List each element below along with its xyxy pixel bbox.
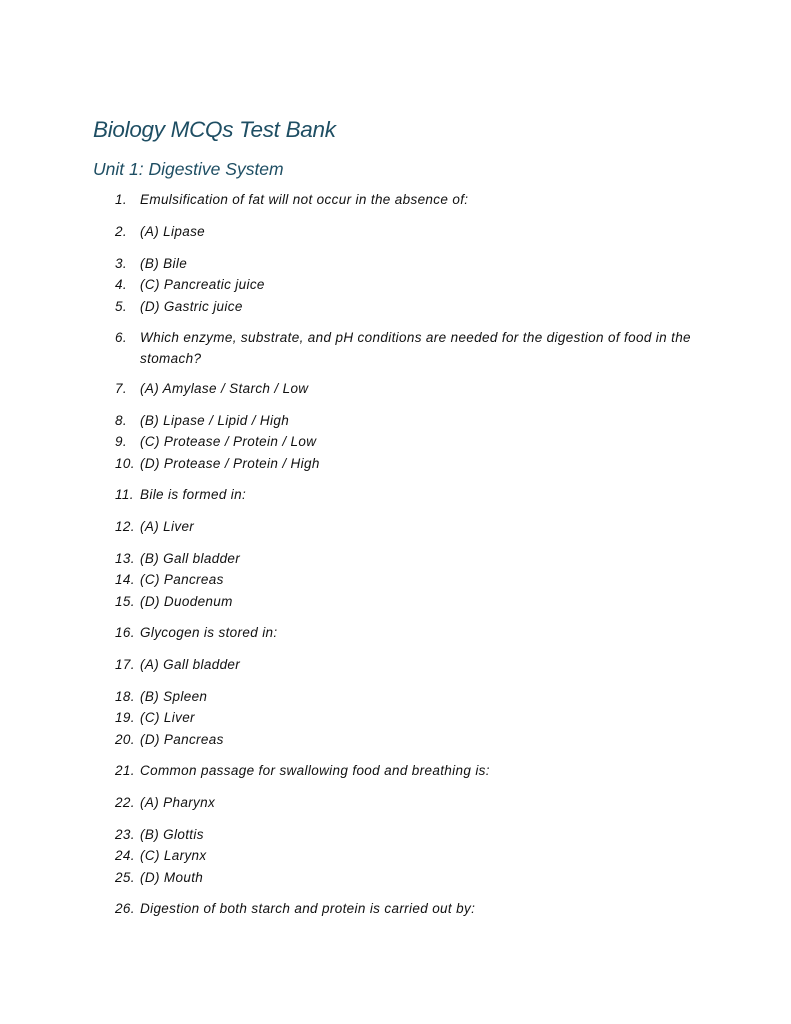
list-item	[115, 221, 715, 242]
item-number: 23.	[115, 827, 135, 842]
item-number: 11.	[115, 487, 134, 502]
item-number: 12.	[115, 519, 135, 534]
list-item	[115, 548, 715, 569]
item-number: 3.	[115, 256, 127, 271]
list-item	[115, 274, 715, 295]
item-text: (C) Protease / Protein / Low	[140, 434, 317, 449]
item-number: 5.	[115, 299, 127, 314]
item-number: 17.	[115, 657, 135, 672]
item-number: 10.	[115, 456, 135, 471]
item-text: (C) Larynx	[140, 848, 207, 863]
item-text: (D) Protease / Protein / High	[140, 456, 320, 471]
item-text: (B) Glottis	[140, 827, 204, 842]
list-item	[115, 516, 715, 537]
item-text: Emulsification of fat will not occur in the absence of:	[140, 192, 469, 207]
item-number: 6.	[115, 330, 127, 345]
item-text: Bile is formed in:	[140, 487, 247, 502]
list-item	[115, 867, 715, 888]
item-text: (B) Gall bladder	[140, 551, 241, 566]
item-number: 20.	[115, 732, 135, 747]
item-text: Glycogen is stored in:	[140, 625, 278, 640]
item-number: 18.	[115, 689, 135, 704]
item-text: (A) Amylase / Starch / Low	[140, 381, 309, 396]
item-text: (D) Pancreas	[140, 732, 224, 747]
item-number: 15.	[115, 594, 135, 609]
item-text: (A) Gall bladder	[140, 657, 241, 672]
list-item	[115, 253, 715, 274]
list-item	[115, 898, 715, 919]
item-text: (B) Spleen	[140, 689, 208, 704]
item-number: 14.	[115, 572, 135, 587]
list-item	[115, 569, 715, 590]
item-text: (D) Mouth	[140, 870, 204, 885]
document-title: Biology MCQs Test Bank	[93, 117, 336, 142]
list-item	[115, 707, 715, 728]
list-item	[115, 824, 715, 845]
item-number: 16.	[115, 625, 135, 640]
list-item	[115, 760, 715, 781]
list-item	[115, 729, 715, 750]
item-number: 19.	[115, 710, 135, 725]
list-item	[115, 792, 715, 813]
list-item	[115, 189, 715, 210]
item-text: Digestion of both starch and protein is carried out by:	[140, 901, 476, 916]
item-number: 25.	[115, 870, 135, 885]
item-text: (D) Duodenum	[140, 594, 233, 609]
item-text: (B) Bile	[140, 256, 188, 271]
list-item	[115, 686, 715, 707]
list-item	[115, 410, 715, 431]
list-item	[115, 591, 715, 612]
item-number: 7.	[115, 381, 127, 396]
list-item	[115, 453, 715, 474]
item-number: 2.	[115, 224, 127, 239]
list-item	[115, 378, 715, 399]
item-text: (C) Pancreatic juice	[140, 277, 265, 292]
list-item	[115, 484, 715, 505]
item-text: (B) Lipase / Lipid / High	[140, 413, 290, 428]
item-text: (C) Pancreas	[140, 572, 224, 587]
list-item	[115, 431, 715, 452]
list-item	[115, 327, 715, 369]
item-text: (D) Gastric juice	[140, 299, 243, 314]
item-number: 1.	[115, 192, 127, 207]
item-text: Which enzyme, substrate, and pH conditions are needed for the digestion of food in the stomach?	[140, 330, 691, 366]
item-text: Common passage for swallowing food and breathing is:	[140, 763, 490, 778]
item-number: 4.	[115, 277, 127, 292]
item-number: 26.	[115, 901, 135, 916]
list-item	[115, 296, 715, 317]
list-item	[115, 622, 715, 643]
list-item	[115, 845, 715, 866]
item-text: (C) Liver	[140, 710, 195, 725]
item-number: 9.	[115, 434, 127, 449]
item-number: 21.	[115, 763, 135, 778]
item-text: (A) Liver	[140, 519, 195, 534]
item-number: 8.	[115, 413, 127, 428]
item-number: 22.	[115, 795, 135, 810]
item-text: (A) Pharynx	[140, 795, 216, 810]
item-number: 13.	[115, 551, 135, 566]
unit-heading: Unit 1: Digestive System	[93, 159, 284, 179]
item-number: 24.	[115, 848, 135, 863]
item-text: (A) Lipase	[140, 224, 206, 239]
list-item	[115, 654, 715, 675]
